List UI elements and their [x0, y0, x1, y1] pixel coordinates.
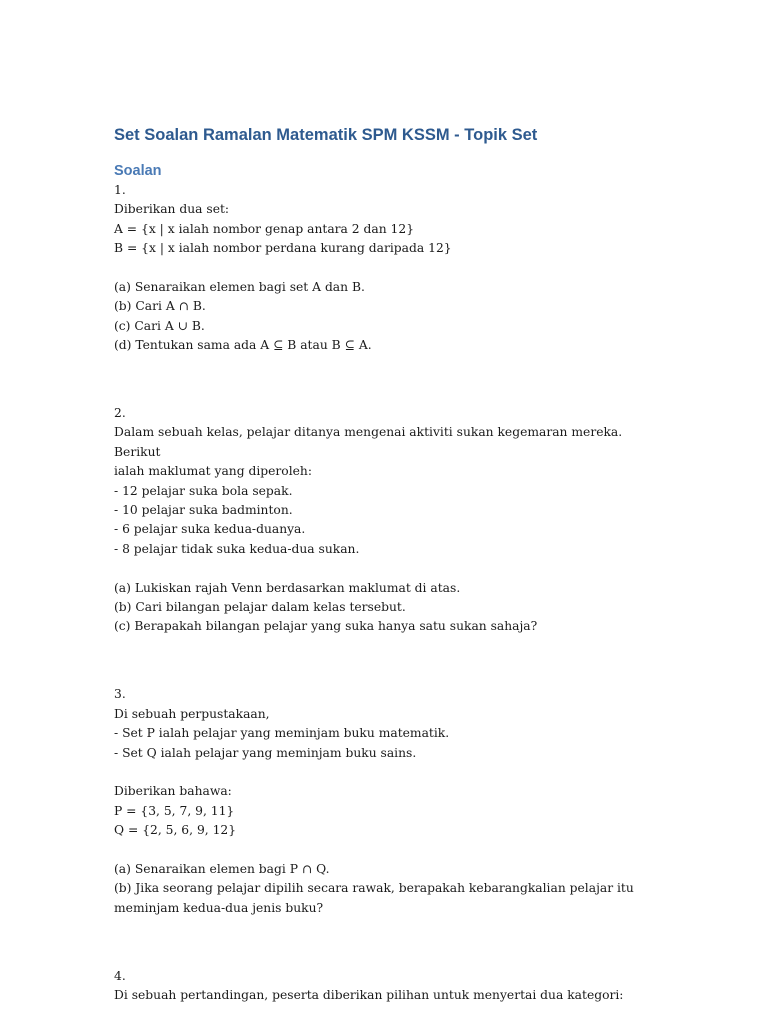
question-text-line: A = {x | x ialah nombor genap antara 2 dan 12} — [114, 221, 415, 236]
question-number: 3. — [114, 687, 126, 702]
question-2 — [114, 404, 654, 637]
question-number: 4. — [114, 968, 126, 983]
question-given-line: Q = {2, 5, 6, 9, 12} — [114, 823, 237, 838]
question-number: 1. — [114, 183, 126, 197]
question-part: (c) Berapakah bilangan pelajar yang suka hanya satu sukan sahaja? — [114, 619, 538, 634]
question-text-line: - 8 pelajar tidak suka kedua-dua sukan. — [114, 541, 360, 556]
question-text-line: ialah maklumat yang diperoleh: — [114, 464, 312, 479]
question-number: 2. — [114, 406, 126, 421]
question-text-line: - Set P ialah pelajar yang meminjam buku matematik. — [114, 726, 450, 741]
question-part: (c) Cari A ∪ B. — [114, 318, 205, 333]
document-content — [114, 124, 654, 1005]
question-given-line: Diberikan bahawa: — [114, 784, 232, 799]
question-4 — [114, 967, 654, 1006]
question-text-line: Di sebuah pertandingan, peserta diberikan pilihan untuk menyertai dua kategori: — [114, 987, 624, 1002]
question-text-line: - 12 pelajar suka bola sepak. — [114, 483, 293, 498]
question-part: (a) Senaraikan elemen bagi P ∩ Q. — [114, 861, 330, 876]
question-part: (a) Senaraikan elemen bagi set A dan B. — [114, 280, 365, 295]
question-text-line: Di sebuah perpustakaan, — [114, 706, 270, 721]
document-title: Set Soalan Ramalan Matematik SPM KSSM - Topik Set — [114, 126, 538, 144]
question-part: (d) Tentukan sama ada A ⊆ B atau B ⊆ A. — [114, 338, 372, 353]
question-text-line: B = {x | x ialah nombor perdana kurang daripada 12} — [114, 241, 452, 256]
question-text-line: - Set Q ialah pelajar yang meminjam buku sains. — [114, 745, 417, 760]
question-given-line: P = {3, 5, 7, 9, 11} — [114, 803, 235, 818]
question-part: (b) Jika seorang pelajar dipilih secara rawak, berapakah kebarangkalian pelajar itu — [114, 881, 634, 896]
question-part: meminjam kedua-dua jenis buku? — [114, 900, 324, 915]
question-part: (a) Lukiskan rajah Venn berdasarkan maklumat di atas. — [114, 580, 461, 595]
question-text-line: - 6 pelajar suka kedua-duanya. — [114, 522, 306, 537]
question-text-line: Diberikan dua set: — [114, 202, 230, 217]
question-text-line: Dalam sebuah kelas, pelajar ditanya mengenai aktiviti sukan kegemaran mereka. Berikut — [114, 425, 627, 459]
question-text-line: - 10 pelajar suka badminton. — [114, 503, 293, 518]
section-heading: Soalan — [114, 163, 162, 179]
question-1 — [114, 181, 654, 356]
question-part: (b) Cari A ∩ B. — [114, 299, 206, 314]
question-part: (b) Cari bilangan pelajar dalam kelas tersebut. — [114, 600, 406, 615]
question-3 — [114, 685, 654, 918]
